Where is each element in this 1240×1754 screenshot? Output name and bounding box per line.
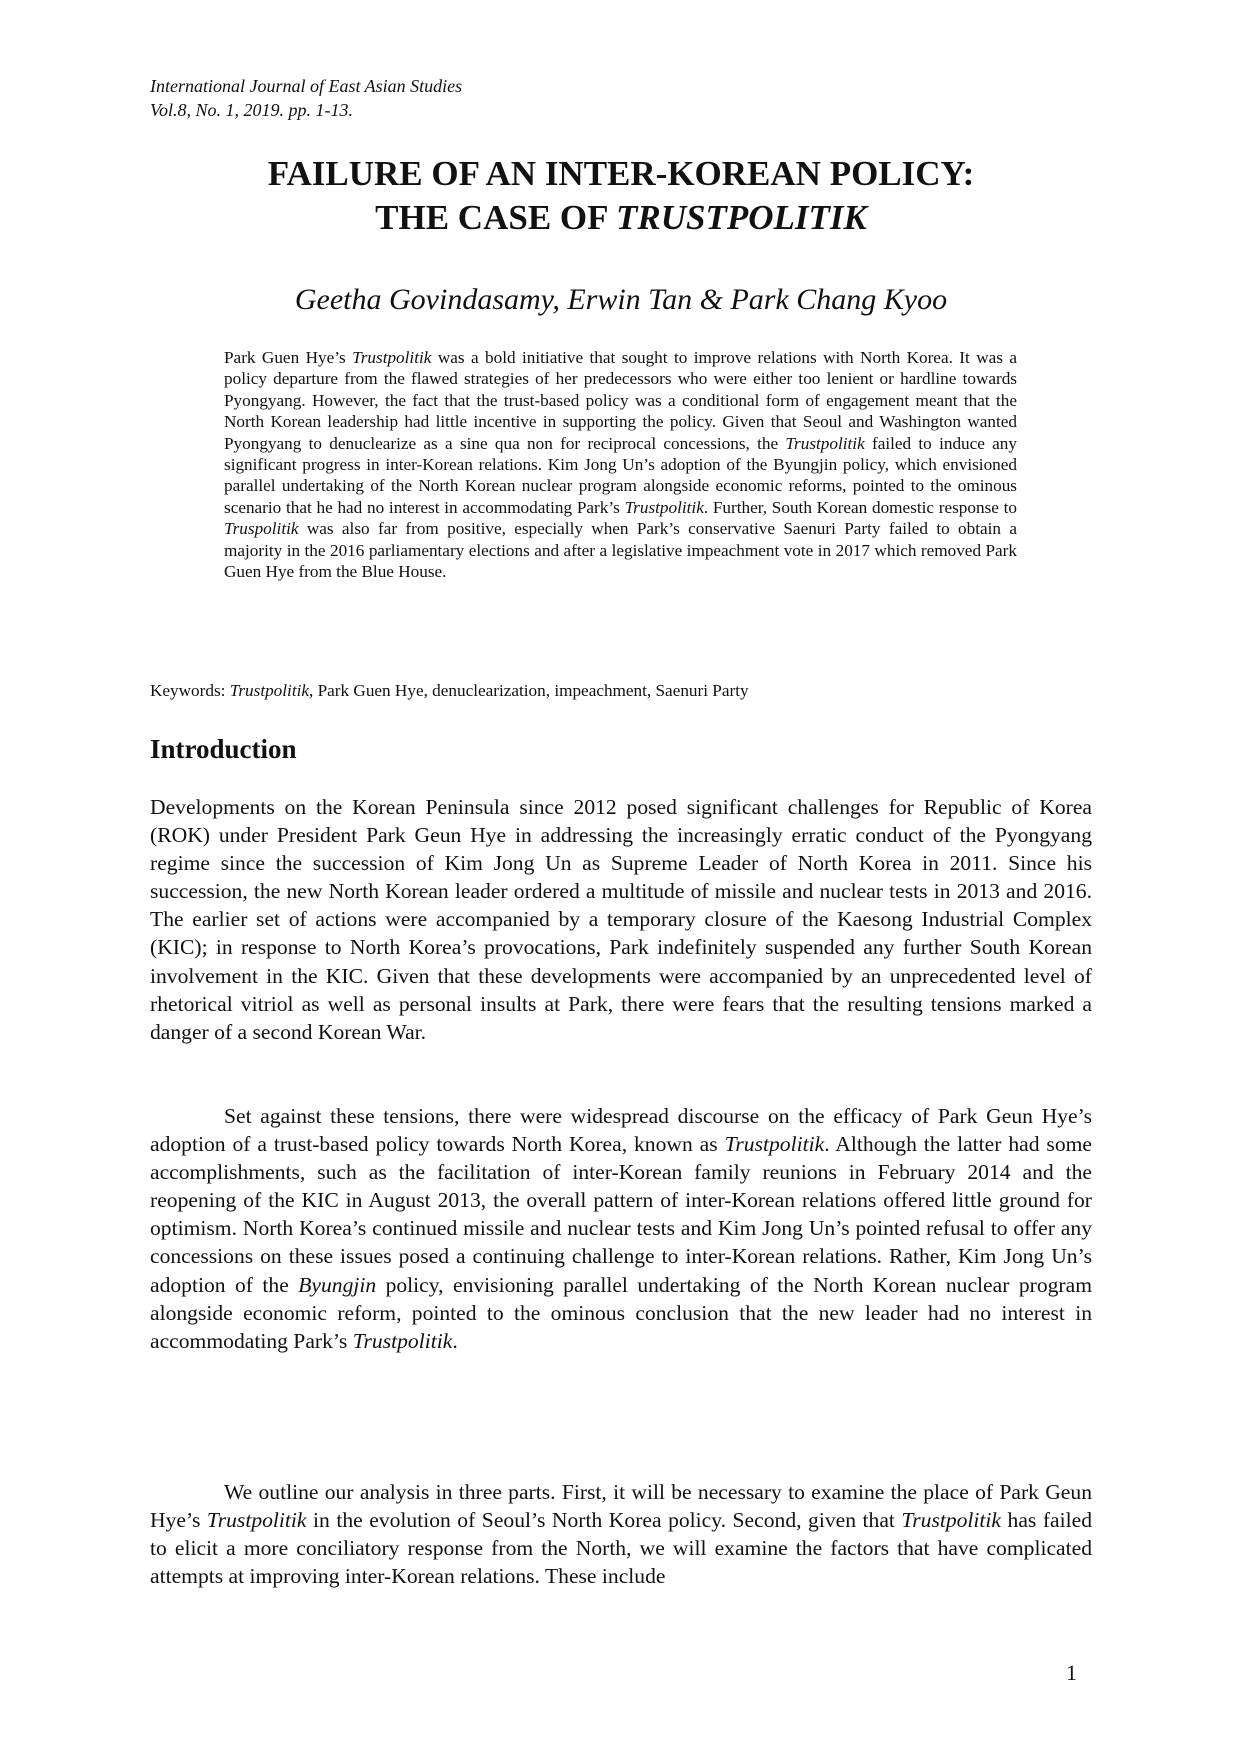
page-number: 1 [1066, 1660, 1077, 1685]
title-line-2-italic: TRUSTPOLITIK [615, 198, 867, 237]
body-paragraph-1: Developments on the Korean Peninsula since 2012 posed significant challenges for Republic of Korea (ROK) under President Park Geun Hye in addressing the increasingly erratic conduct of the Pyongyang regime since the succession of Kim Jong Un as Supreme Leader of North Korea in 2011. Since his succession, the new North Korean leader ordered a multitude of missile and nuclear tests in 2013 and 2016. The earlier set of actions were accompanied by a temporary closure of the Kaesong Industrial Complex (KIC); in response to North Korea’s provocations, Park indefinitely suspended any further South Korean involvement in the KIC. Given that these developments were accompanied by an unprecedented level of rhetorical vitriol as well as personal insults at Park, there were fears that the resulting tensions marked a danger of a second Korean War. [150, 795, 1092, 1044]
paragraph-text: We outline our analysis in three parts. First, it will be necessary to examine the place of Park Geun Hye’s [150, 1480, 1092, 1533]
journal-name: International Journal of East Asian Studies [150, 76, 463, 96]
paragraph-emphasis: Byungjin [298, 1272, 377, 1297]
abstract-text: was also far from positive, especially when Park’s conservative Saenuri Party failed to obtain a majority in the 2016 parliamentary elections and after a legislative impeachment vote in 2017 which removed Park Guen Hye from the Blue House. [224, 519, 1017, 582]
abstract-text: failed to induce any significant progress in inter-Korean relations. Kim Jong Un’s adoption of the Byungjin policy, which envisioned parallel undertaking of the North Korean nuclear program alongside economic reforms, pointed to the ominous scenario that he had no interest in accommodating Park’s [224, 433, 1017, 517]
title-line-2 [150, 196, 1092, 240]
title-line-2-prefix: THE CASE OF [375, 198, 616, 237]
paragraph-emphasis: Trustpolitik [352, 1328, 453, 1353]
paragraph-emphasis: Trustpolitik [901, 1508, 1002, 1533]
keyword-emphasis: Trustpolitik [229, 681, 310, 700]
paragraph-text: . [452, 1328, 458, 1353]
body-paragraph-3 [150, 1478, 1092, 1590]
body-paragraph-2 [150, 1102, 1092, 1355]
paragraph-text: in the evolution of Seoul’s North Korea policy. Second, given that [306, 1508, 902, 1533]
authors: Geetha Govindasamy, Erwin Tan & Park Chang Kyoo [294, 283, 948, 316]
abstract-emphasis: Truspolitik [224, 519, 299, 539]
paragraph-text: . Although the latter had some accomplishments, such as the facilitation of inter-Korean family reunions in February 2014 and the reopening of the KIC in August 2013, the overall pattern of inter-Korean relations offered little ground for optimism. North Korea’s continued missile and nuclear tests and Kim Jong Un’s pointed refusal to offer any concessions on these issues posed a continuing challenge to inter-Korean relations. Rather, Kim Jong Un’s adoption of the [150, 1132, 1092, 1297]
journal-header [150, 74, 462, 122]
title-line-1: FAILURE OF AN INTER-KOREAN POLICY: [267, 154, 975, 193]
journal-citation: Vol.8, No. 1, 2019. pp. 1-13. [150, 100, 354, 120]
paragraph-emphasis: Trustpolitik [206, 1508, 307, 1533]
paper-title [150, 152, 1092, 240]
abstract-text: Park Guen Hye’s [224, 348, 353, 367]
keywords-list: , Park Guen Hye, denuclearization, impeachment, Saenuri Party [309, 681, 749, 700]
abstract-emphasis: Trustpolitik [785, 433, 865, 453]
paragraph-text: Set against these tensions, there were widespread discourse on the efficacy of Park Geun Hye’s adoption of a trust-based policy towards North Korea, known as [150, 1104, 1092, 1157]
abstract [224, 347, 1017, 582]
abstract-text: was a bold initiative that sought to improve relations with North Korea. It was a policy departure from the flawed strategies of her predecessors who were either too lenient or hardline towards Pyongyang. However, the fact that the trust-based policy was a conditional form of engagement meant that the North Korean leadership had little incentive in supporting the policy. Given that Seoul and Washington wanted Pyongyang to denuclearize as a sine qua non for reciprocal concessions, the [224, 348, 1017, 453]
paragraph-text: policy, envisioning parallel undertaking of the North Korean nuclear program alongside economic reform, pointed to the ominous conclusion that the new leader had no interest in accommodating Park’s [150, 1272, 1092, 1353]
paragraph-text: has failed to elicit a more conciliatory response from the North, we will examine the factors that have complicated attempts at improving inter-Korean relations. These include [150, 1508, 1092, 1589]
keywords-label: Keywords: [150, 681, 230, 700]
abstract-text: . Further, South Korean domestic response to [703, 497, 1017, 517]
abstract-emphasis: Trustpolitik [624, 497, 704, 517]
keywords [150, 680, 749, 702]
section-heading-introduction: Introduction [150, 734, 297, 764]
abstract-emphasis: Trustpolitik [352, 348, 432, 367]
paragraph-emphasis: Trustpolitik [724, 1132, 825, 1157]
